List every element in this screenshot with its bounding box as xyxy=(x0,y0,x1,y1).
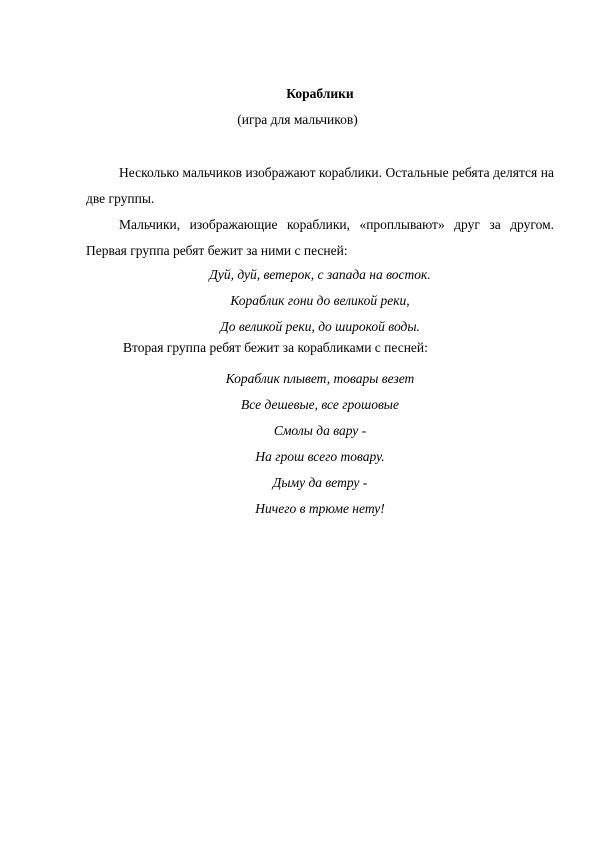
paragraph-first-group: Мальчики, изображающие кораблики, «проплывают» друг за другом. Первая группа ребят бежит за ними с песней: xyxy=(86,217,554,258)
document-title: Кораблики xyxy=(286,86,354,101)
document-subtitle: (игра для мальчиков) xyxy=(237,112,358,127)
verse-first-group xyxy=(0,262,595,340)
verse-line: Ничего в трюме нету! xyxy=(255,501,385,516)
verse-line: Кораблик гони до великой реки, xyxy=(230,293,410,308)
verse-line: Кораблик плывет, товары везет xyxy=(225,371,415,386)
verse-line: Дыму да ветру - xyxy=(272,475,368,490)
verse-line: Смолы да вару - xyxy=(273,423,367,438)
paragraph-intro: Несколько мальчиков изображают кораблики. Остальные ребята делятся на две группы. xyxy=(86,165,554,206)
verse-second-group xyxy=(0,366,595,522)
paragraph-second-group: Вторая группа ребят бежит за корабликами с песней: xyxy=(123,340,428,355)
verse-line: Все дешевые, все грошовые xyxy=(241,397,399,412)
verse-line: На грош всего товару. xyxy=(255,449,385,464)
verse-line: Дуй, дуй, ветерок, с запада на восток. xyxy=(209,267,431,282)
verse-line: До великой реки, до широкой воды. xyxy=(220,319,420,334)
